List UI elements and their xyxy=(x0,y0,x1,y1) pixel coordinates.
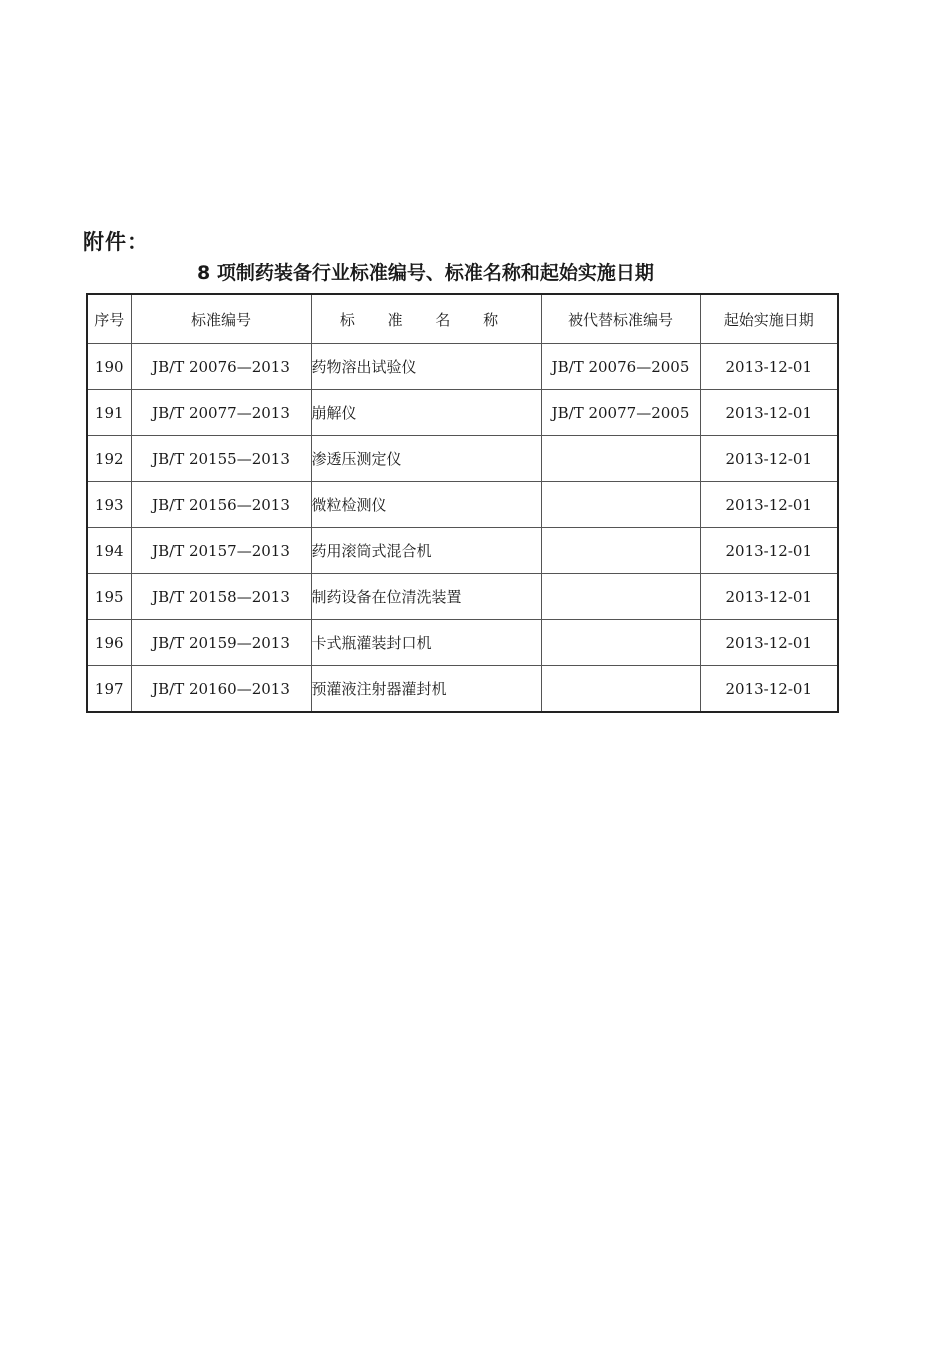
header-replaced: 被代替标准编号 xyxy=(541,294,700,344)
row-start-date: 2013-12-01 xyxy=(700,666,838,713)
row-start-date: 2013-12-01 xyxy=(700,436,838,482)
document-title: 8 项制药装备行业标准编号、标准名称和起始实施日期 xyxy=(197,262,654,284)
attachment-label: 附件： xyxy=(83,230,149,254)
header-name: 标 准 名 称 xyxy=(311,294,541,344)
row-start-date: 2013-12-01 xyxy=(700,482,838,528)
table-row xyxy=(87,620,838,666)
table-row xyxy=(87,666,838,713)
table-row xyxy=(87,574,838,620)
row-replaced xyxy=(541,620,700,666)
row-name: 渗透压测定仪 xyxy=(311,436,541,482)
row-replaced: JB/T 20077—2005 xyxy=(541,390,700,436)
row-code: JB/T 20159—2013 xyxy=(131,620,311,666)
row-seq: 191 xyxy=(87,390,131,436)
row-start-date: 2013-12-01 xyxy=(700,574,838,620)
row-name: 卡式瓶灌装封口机 xyxy=(311,620,541,666)
table-header-row xyxy=(87,294,838,344)
row-replaced: JB/T 20076—2005 xyxy=(541,344,700,390)
row-replaced xyxy=(541,436,700,482)
header-start-date: 起始实施日期 xyxy=(700,294,838,344)
table-row xyxy=(87,436,838,482)
row-code: JB/T 20157—2013 xyxy=(131,528,311,574)
row-name: 预灌液注射器灌封机 xyxy=(311,666,541,713)
row-code: JB/T 20156—2013 xyxy=(131,482,311,528)
row-name: 药用滚筒式混合机 xyxy=(311,528,541,574)
row-seq: 190 xyxy=(87,344,131,390)
table-row xyxy=(87,528,838,574)
row-start-date: 2013-12-01 xyxy=(700,528,838,574)
row-name: 药物溶出试验仪 xyxy=(311,344,541,390)
row-code: JB/T 20158—2013 xyxy=(131,574,311,620)
row-start-date: 2013-12-01 xyxy=(700,344,838,390)
row-seq: 195 xyxy=(87,574,131,620)
row-code: JB/T 20077—2013 xyxy=(131,390,311,436)
table-row xyxy=(87,390,838,436)
row-replaced xyxy=(541,574,700,620)
table-row xyxy=(87,344,838,390)
row-code: JB/T 20076—2013 xyxy=(131,344,311,390)
row-seq: 193 xyxy=(87,482,131,528)
row-code: JB/T 20160—2013 xyxy=(131,666,311,713)
row-start-date: 2013-12-01 xyxy=(700,620,838,666)
table-row xyxy=(87,482,838,528)
row-name: 微粒检测仪 xyxy=(311,482,541,528)
row-seq: 197 xyxy=(87,666,131,713)
header-seq: 序号 xyxy=(87,294,131,344)
standards-table xyxy=(86,293,839,713)
row-replaced xyxy=(541,666,700,713)
row-seq: 194 xyxy=(87,528,131,574)
row-name: 制药设备在位清洗装置 xyxy=(311,574,541,620)
row-start-date: 2013-12-01 xyxy=(700,390,838,436)
row-replaced xyxy=(541,482,700,528)
row-replaced xyxy=(541,528,700,574)
row-seq: 196 xyxy=(87,620,131,666)
row-seq: 192 xyxy=(87,436,131,482)
row-name: 崩解仪 xyxy=(311,390,541,436)
row-code: JB/T 20155—2013 xyxy=(131,436,311,482)
header-code: 标准编号 xyxy=(131,294,311,344)
